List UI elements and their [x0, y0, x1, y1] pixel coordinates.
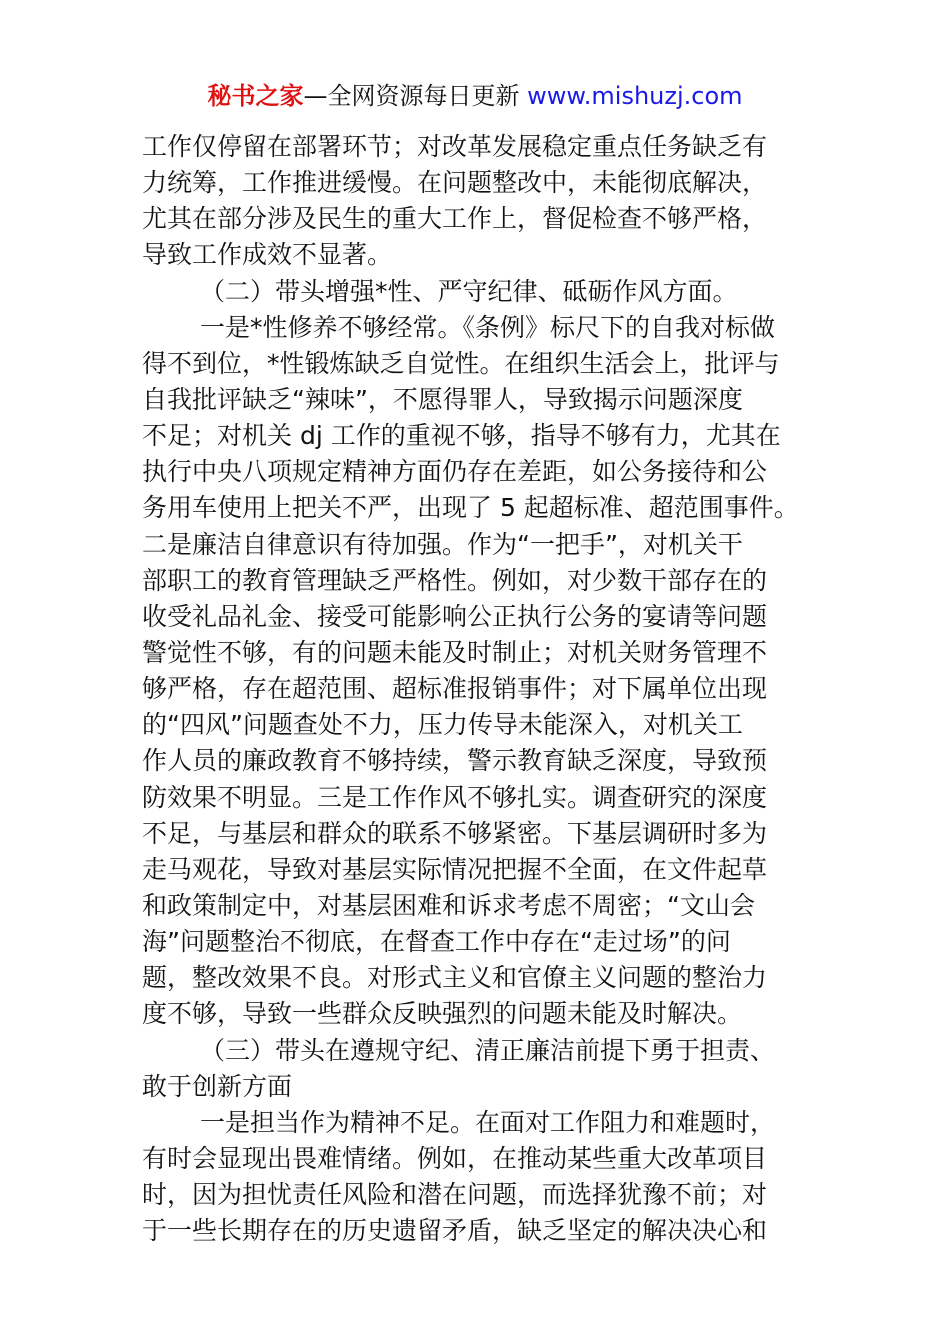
text-line: 敢于创新方面: [142, 1071, 293, 1101]
text-line: 走马观花，导致对基层实际情况把握不全面，在文件起草: [142, 854, 768, 884]
text-line: 部职工的教育管理缺乏严格性。例如，对少数干部存在的: [142, 565, 768, 595]
text-line: 自我批评缺乏“辣味”，不愿得罪人，导致揭示问题深度: [142, 384, 743, 414]
text-line: （三）带头在遵规守纪、清正廉洁前提下勇于担责、: [200, 1035, 776, 1065]
site-url-link[interactable]: www.mishuzj.com: [527, 82, 743, 110]
text-line: 不足，与基层和群众的联系不够紧密。下基层调研时多为: [142, 818, 768, 848]
text-line: 一是担当作为精神不足。在面对工作阻力和难题时，: [200, 1107, 776, 1137]
text-line: 海”问题整治不彻底，在督查工作中存在“走过场”的问: [142, 927, 731, 957]
site-slogan: —全网资源每日更新: [303, 82, 528, 110]
text-line: 警觉性不够，有的问题未能及时制止；对机关财务管理不: [142, 637, 768, 667]
text-line: 题，整改效果不良。对形式主义和官僚主义问题的整治力: [142, 963, 768, 993]
site-brand: 秘书之家: [207, 82, 304, 110]
text-line: 时，因为担忧责任风险和潜在问题，而选择犹豫不前；对: [142, 1180, 768, 1210]
text-line: 有时会显现出畏难情绪。例如，在推动某些重大改革项目: [142, 1143, 768, 1173]
text-line: 二是廉洁自律意识有待加强。作为“一把手”，对机关干: [142, 529, 743, 559]
page-header: [0, 80, 950, 112]
text-line: 作人员的廉政教育不够持续，警示教育缺乏深度，导致预: [142, 746, 768, 776]
text-line: 执行中央八项规定精神方面仍存在差距，如公务接待和公: [142, 457, 768, 487]
text-line: 力统筹，工作推进缓慢。在问题整改中，未能彻底解决，: [142, 168, 768, 198]
document-body: [142, 129, 812, 1249]
text-line: 不足；对机关 dj 工作的重视不够，指导不够有力，尤其在: [142, 421, 781, 451]
text-line: 得不到位，*性锻炼缺乏自觉性。在组织生活会上，批评与: [142, 348, 780, 378]
text-line: 度不够，导致一些群众反映强烈的问题未能及时解决。: [142, 999, 743, 1029]
text-line: 尤其在部分涉及民生的重大工作上，督促检查不够严格，: [142, 204, 768, 234]
text-line: 的“四风”问题查处不力，压力传导未能深入，对机关工: [142, 710, 743, 740]
text-line: 和政策制定中，对基层困难和诉求考虑不周密；“文山会: [142, 890, 755, 920]
text-line: （二）带头增强*性、严守纪律、砥砺作风方面。: [200, 276, 738, 306]
text-line: 防效果不明显。三是工作作风不够扎实。调查研究的深度: [142, 782, 768, 812]
text-line: 收受礼品礼金、接受可能影响公正执行公务的宴请等问题: [142, 601, 768, 631]
text-line: 导致工作成效不显著。: [142, 240, 393, 270]
text-line: 工作仅停留在部署环节；对改革发展稳定重点任务缺乏有: [142, 132, 768, 161]
text-line: 够严格，存在超范围、超标准报销事件；对下属单位出现: [142, 674, 768, 704]
text-line: 于一些长期存在的历史遗留矛盾，缺乏坚定的解决决心和: [142, 1216, 768, 1246]
text-line: 一是*性修养不够经常。《条例》标尺下的自我对标做: [200, 312, 776, 342]
text-line: 务用车使用上把关不严，出现了 5 起超标准、超范围事件。: [142, 493, 799, 523]
